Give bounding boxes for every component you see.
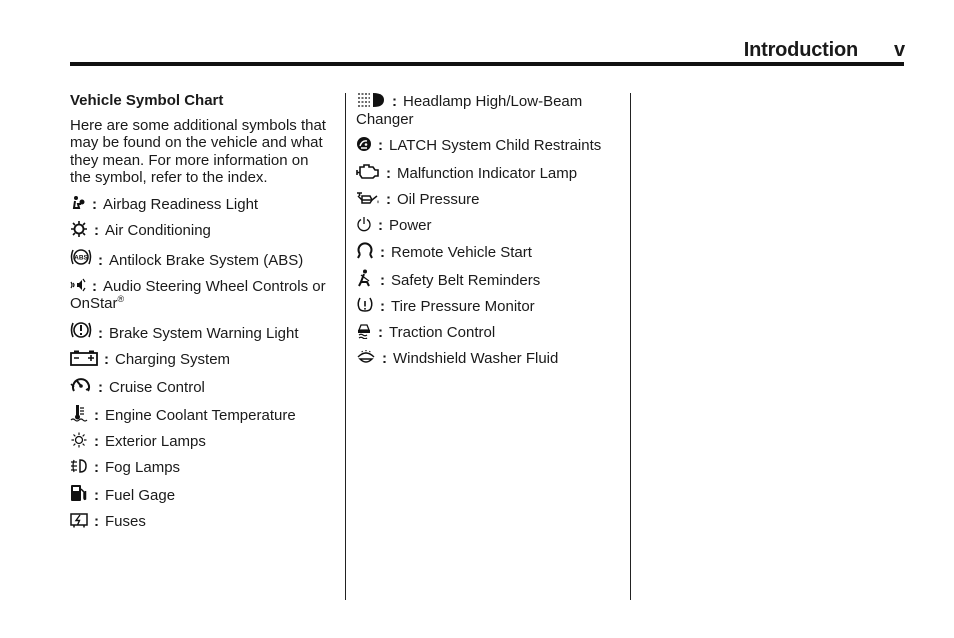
remote-start-icon [356,242,374,259]
washer-fluid-icon [356,349,376,365]
symbol-entry: : Cruise Control [70,376,332,397]
symbol-entry: : Headlamp High/Low-Beam Changer [356,93,583,128]
symbol-label: Safety Belt Reminders [391,271,541,289]
symbol-label: Cruise Control [109,379,205,396]
symbol-label: Windshield Washer Fluid [393,349,559,367]
symbol-entry: : Safety Belt Reminders [356,269,618,290]
seatbelt-icon [356,269,374,287]
symbol-entry: : Malfunction Indicator Lamp [356,162,618,183]
fuel-pump-icon [70,484,88,502]
symbol-label: Antilock Brake System (ABS) [109,251,304,269]
column-middle [356,92,618,375]
page-number: v [894,38,906,61]
steering-audio-icon [70,277,86,293]
symbol-label: Audio Steering Wheel Controls or OnStar [70,277,326,312]
symbol-label: Fuel Gage [105,487,176,504]
cruise-control-icon [70,376,92,394]
oil-can-icon [356,190,380,206]
air-conditioning-icon [70,221,88,237]
symbol-entry: : Airbag Readiness Light [70,195,332,214]
headlamp-icon [356,92,386,108]
registered-mark: ® [117,294,125,304]
symbol-entry: : Air Conditioning [70,221,332,240]
symbol-label: Power [389,216,432,234]
column-divider [630,93,631,600]
symbol-label: Charging System [115,351,231,368]
symbol-entry: : Remote Vehicle Start [356,242,618,262]
section-heading: Vehicle Symbol Chart [70,92,224,109]
symbol-entry: : Windshield Washer Fluid [356,349,618,368]
symbol-label: Oil Pressure [397,190,480,208]
symbol-entry: : Fuses [70,512,332,531]
symbol-entry: : LATCH System Child Restraints [356,136,618,155]
symbol-entry: : Exterior Lamps [70,432,332,451]
airbag-icon [70,195,86,211]
page-header [70,38,904,62]
symbol-label: Airbag Readiness Light [103,195,259,213]
abs-icon [70,247,92,267]
exterior-lamp-icon [70,432,88,448]
symbol-label: Engine Coolant Temperature [105,407,296,424]
header-rule [70,62,904,66]
power-icon [356,216,372,232]
coolant-temp-icon [70,404,88,422]
symbol-label: Air Conditioning [105,221,211,239]
fog-lamp-icon [70,458,88,474]
symbol-label: Tire Pressure Monitor [391,297,535,315]
page-title: Introduction [743,38,858,61]
svg-text:ABS: ABS [74,254,88,261]
column-left [70,92,332,538]
engine-icon [356,162,380,180]
symbol-label: LATCH System Child Restraints [389,136,602,154]
traction-control-icon [356,323,372,339]
symbol-entry: : Audio Steering Wheel Controls or OnStar® [70,277,326,312]
brake-warning-icon [70,320,92,340]
battery-icon [70,350,98,366]
symbol-entry: : Traction Control [356,323,618,342]
symbol-entry: : Fog Lamps [70,458,332,477]
symbol-entry: : Engine Coolant Temperature [70,404,332,425]
fuse-icon [70,512,88,528]
symbol-entry: : Power [356,216,618,235]
symbol-label: Traction Control [389,323,496,341]
intro-paragraph: Here are some additional symbols that may be found on the vehicle and what they mean. For more information on the symbol, refer to the index. [70,116,326,186]
symbol-label: Headlamp High/Low-Beam Changer [356,93,583,128]
symbol-entry: : Brake System Warning Light [70,320,332,343]
tire-pressure-icon [356,297,374,313]
latch-child-seat-icon [356,136,372,152]
symbol-entry: ABS : Antilock Brake System (ABS) [70,247,332,270]
column-divider [345,93,346,600]
symbol-label: Exterior Lamps [105,433,206,450]
symbol-entry: : Oil Pressure [356,190,618,209]
symbol-entry: : Charging System [70,350,332,369]
symbol-label: Brake System Warning Light [109,325,299,342]
symbol-entry: : Fuel Gage [70,484,332,505]
symbol-label: Fog Lamps [105,459,181,476]
symbol-entry: : Tire Pressure Monitor [356,297,618,316]
symbol-label: Malfunction Indicator Lamp [397,164,578,182]
symbol-label: Fuses [105,513,146,530]
symbol-label: Remote Vehicle Start [391,243,532,261]
